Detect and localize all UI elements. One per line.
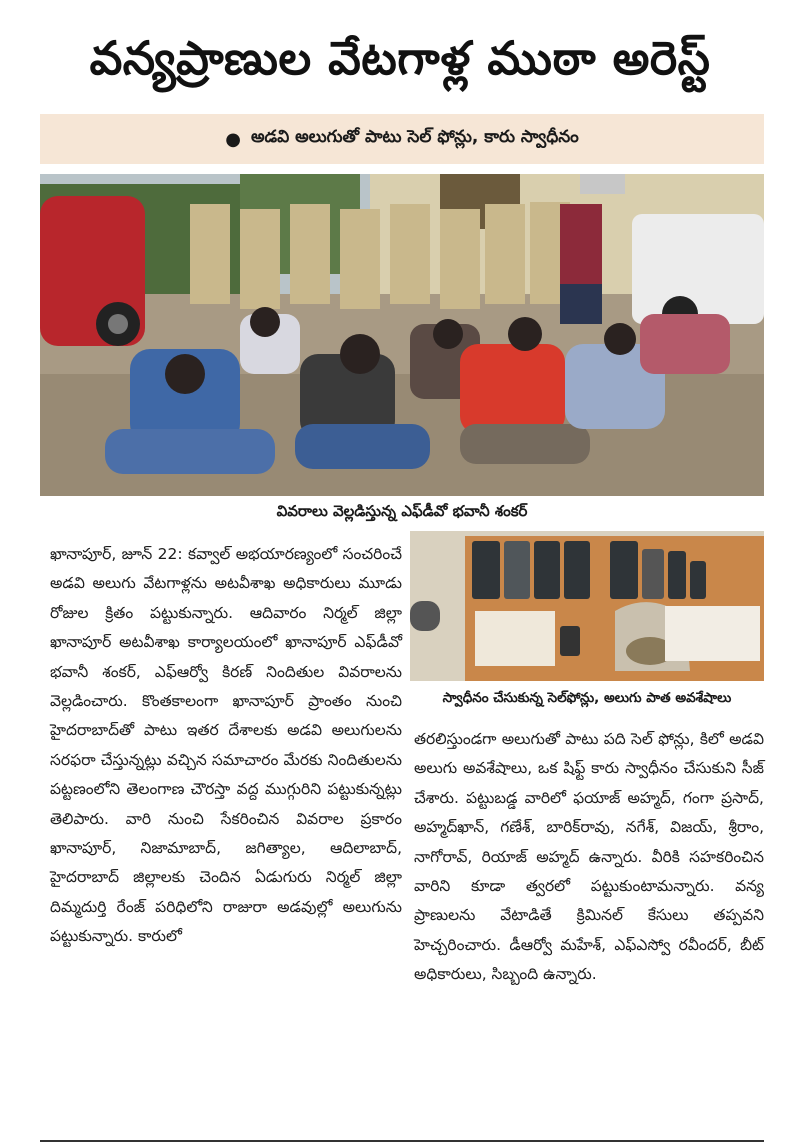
arrest-photo xyxy=(40,174,764,496)
photo-caption-main: వివరాలు వెల్లడిస్తున్న ఎఫ్‌డీవో భవానీ శంకర్ xyxy=(276,502,528,520)
subheadline: అడవి అలుగుతో పాటు సెల్ ఫోన్లు, కారు స్వాధీనం xyxy=(250,127,579,147)
bullet-icon: ● xyxy=(225,128,241,150)
subheadline-band xyxy=(40,114,764,164)
photo-caption-seized: స్వాధీనం చేసుకున్న సెల్‌ఫోన్లు, అలుగు పాత అవశేషాలు xyxy=(442,690,732,706)
bottom-divider xyxy=(40,1140,764,1142)
article-column-2: తరలిస్తుండగా అలుగుతో పాటు పది సెల్ ఫోన్లు, కిలో అడవి అలుగు అవశేషాలు, ఒక షిఫ్ట్ కారు స్వాధీనం చేసుకుని సీజ్ చేశారు. పట్టుబడ్డ వారిలో ఫయాజ్ అహ్మద్, గంగా ప్రసాద్, అహ్మద్‌ఖాన్, గణేశ్, బారిక్‌రావు, నగేశ్, విజయ్, శ్రీరాం, నాగోరావ్, రియాజ్ అహ్మద్ ఉన్నారు. వీరికి సహకరించిన వారిని కూడా త్వరలో పట్టుకుంటామన్నారు. వన్య ప్రాణులను వేటాడితే క్రిమినల్ కేసులు తప్పవని హెచ్చరించారు. డీఆర్వో మహేశ్, ఎఫ్ఎస్వో రవీందర్, బీట్ అధికారులు, సిబ్బంది ఉన్నారు. xyxy=(414,730,764,984)
article-column-1: ఖానాపూర్, జూన్ 22: కవ్వాల్ అభయారణ్యంలో సంచరించే అడవి అలుగు వేటగాళ్లను అటవీశాఖ అధికారులు మూడు రోజుల క్రితం పట్టుకున్నారు. ఆదివారం నిర్మల్ జిల్లా ఖానాపూర్ అటవీశాఖ కార్యాలయంలో ఖానాపూర్ ఎఫ్‌డీవో భవానీ శంకర్, ఎఫ్ఆర్వో కిరణ్ నిందితుల వివరాలను వెల్లడించారు. కొంతకాలంగా ఖానాపూర్ ప్రాంతం నుంచి హైదరాబాద్‌తో పాటు ఇతర దేశాలకు అడవి అలుగులను సరఫరా చేస్తున్నట్లు వచ్చిన సమాచారం మేరకు నిందితులను పట్టణంలోని తెలంగాణ చౌరస్తా వద్ద ముగ్గురిని పట్టుకున్నట్లు తెలిపారు. వారి నుంచి సేకరించిన వివరాల ప్రకారం ఖానాపూర్, నిజామాబాద్, జగిత్యాల, ఆదిలాబాద్, హైదరాబాద్ జిల్లాలకు చెందిన ఏడుగురు నిర్మల్ జిల్లా దిమ్మదుర్తి రేంజ్ పరిధిలోని రాజురా అడవుల్లో అలుగును పట్టుకున్నారు. కారులో xyxy=(50,545,402,946)
seized-items-photo xyxy=(410,531,764,681)
headline: వన్యప్రాణుల వేటగాళ్ల ముఠా అరెస్ట్ xyxy=(89,31,711,85)
